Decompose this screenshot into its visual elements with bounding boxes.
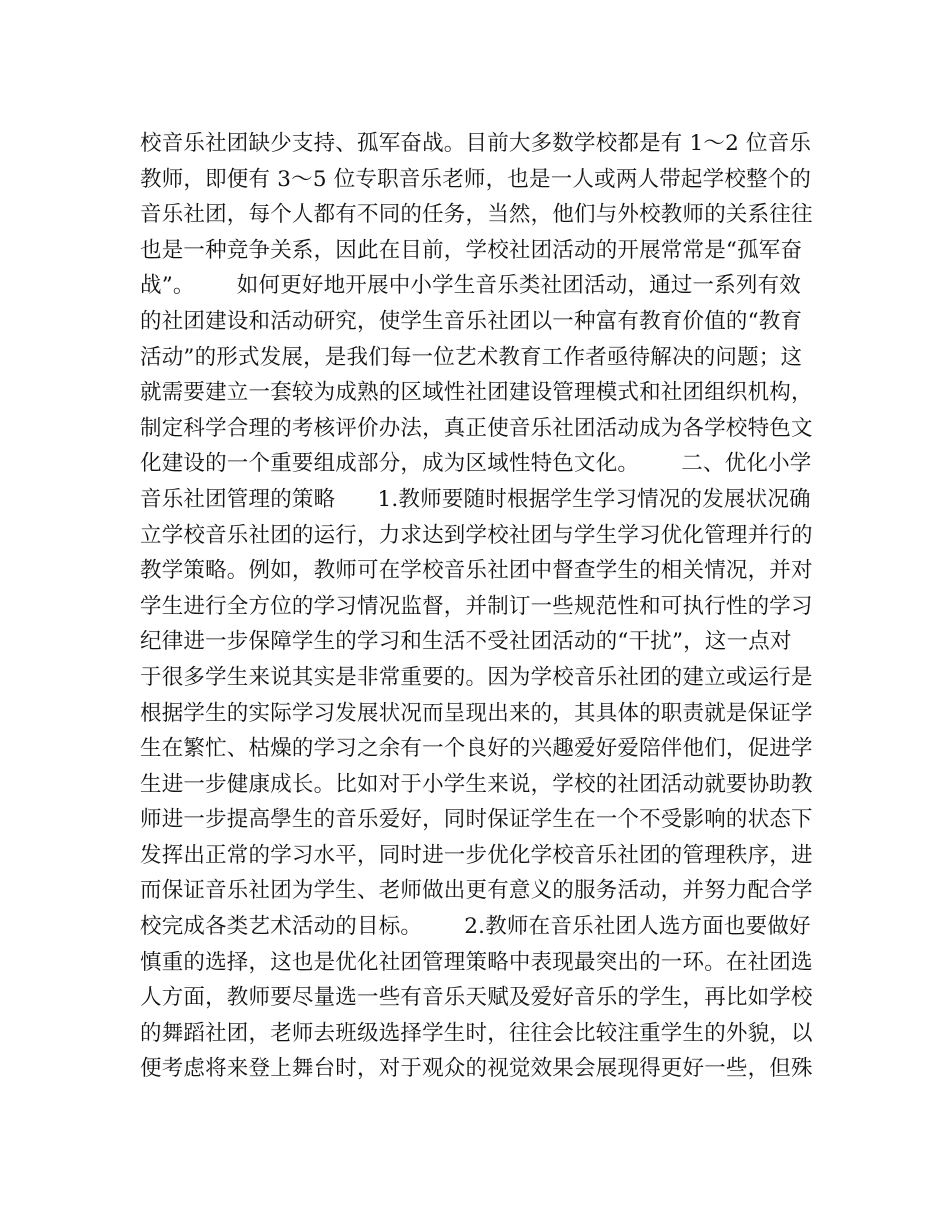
text-line: 制定科学合理的考核评价办法，真正使音乐社团活动成为各学校特色文 bbox=[140, 415, 813, 441]
text-line: 发挥出正常的学习水平，同时进一步优化学校音乐社团的管理秩序，进 bbox=[140, 842, 813, 868]
text-line: 人方面，教师要尽量选一些有音乐天赋及爱好音乐的学生，再比如学校 bbox=[140, 985, 813, 1011]
text-line: 生进一步健康成长。比如对于小学生来说，学校的社团活动就要协助教 bbox=[140, 771, 813, 797]
text-line: 师进一步提高學生的音乐爱好，同时保证学生在一个不受影响的状态下 bbox=[140, 807, 813, 833]
text-line: 也是一种竞争关系，因此在目前，学校社团活动的开展常常是“孤军奋 bbox=[140, 237, 803, 263]
text-line: 便考虑将来登上舞台时，对于观众的视觉效果会展现得更好一些，但殊 bbox=[140, 1056, 813, 1082]
text-line: 的社团建设和活动研究，使学生音乐社团以一种富有教育价值的“教育 bbox=[140, 308, 803, 334]
text-line: 化建设的一个重要组成部分，成为区域性特色文化。 二、优化小学 bbox=[140, 451, 812, 477]
text-line: 学生进行全方位的学习情况监督，并制订一些规范性和可执行性的学习 bbox=[140, 593, 813, 619]
text-line: 而保证音乐社团为学生、老师做出更有意义的服务活动，并努力配合学 bbox=[140, 878, 813, 904]
text-line: 的舞蹈社团，老师去班级选择学生时，往往会比较注重学生的外貌，以 bbox=[140, 1020, 813, 1046]
text-line: 根据学生的实际学习发展状况而呈现出来的，其具体的职责就是保证学 bbox=[140, 700, 813, 726]
text-line: 生在繁忙、枯燥的学习之余有一个良好的兴趣爱好爱陪伴他们，促进学 bbox=[140, 736, 813, 762]
text-line: 音乐社团管理的策略 1.教师要随时根据学生学习情况的发展状况确 bbox=[140, 486, 811, 512]
text-line: 战”。 如何更好地开展中小学生音乐类社团活动，通过一系列有效 bbox=[140, 273, 801, 299]
text-line: 慎重的选择，这也是优化社团管理策略中表现最突出的一环。在社团选 bbox=[140, 949, 813, 975]
text-line: 音乐社团，每个人都有不同的任务，当然，他们与外校教师的关系往往 bbox=[140, 202, 813, 228]
text-line: 立学校音乐社团的运行，力求达到学校社团与学生学习优化管理并行的 bbox=[140, 522, 813, 548]
text-line: 教学策略。例如，教师可在学校音乐社团中督查学生的相关情况，并对 bbox=[140, 558, 813, 584]
text-line: 就需要建立一套较为成熟的区域性社团建设管理模式和社团组织机构， bbox=[140, 380, 813, 406]
text-line: 校音乐社团缺少支持、孤军奋战。目前大多数学校都是有 1～2 位音乐 bbox=[140, 131, 812, 156]
text-line: 于很多学生来说其实是非常重要的。因为学校音乐社团的建立或运行是 bbox=[140, 664, 813, 690]
text-line: 校完成各类艺术活动的目标。 2.教师在音乐社团人选方面也要做好 bbox=[140, 914, 811, 940]
text-line: 纪律进一步保障学生的学习和生活不受社团活动的“干扰”，这一点对 bbox=[140, 629, 792, 655]
text-line: 活动”的形式发展，是我们每一位艺术教育工作者亟待解决的问题；这 bbox=[140, 344, 803, 370]
body-text bbox=[140, 126, 820, 1087]
text-line: 教师，即便有 3～5 位专职音乐老师，也是一人或两人带起学校整个的 bbox=[140, 166, 812, 192]
